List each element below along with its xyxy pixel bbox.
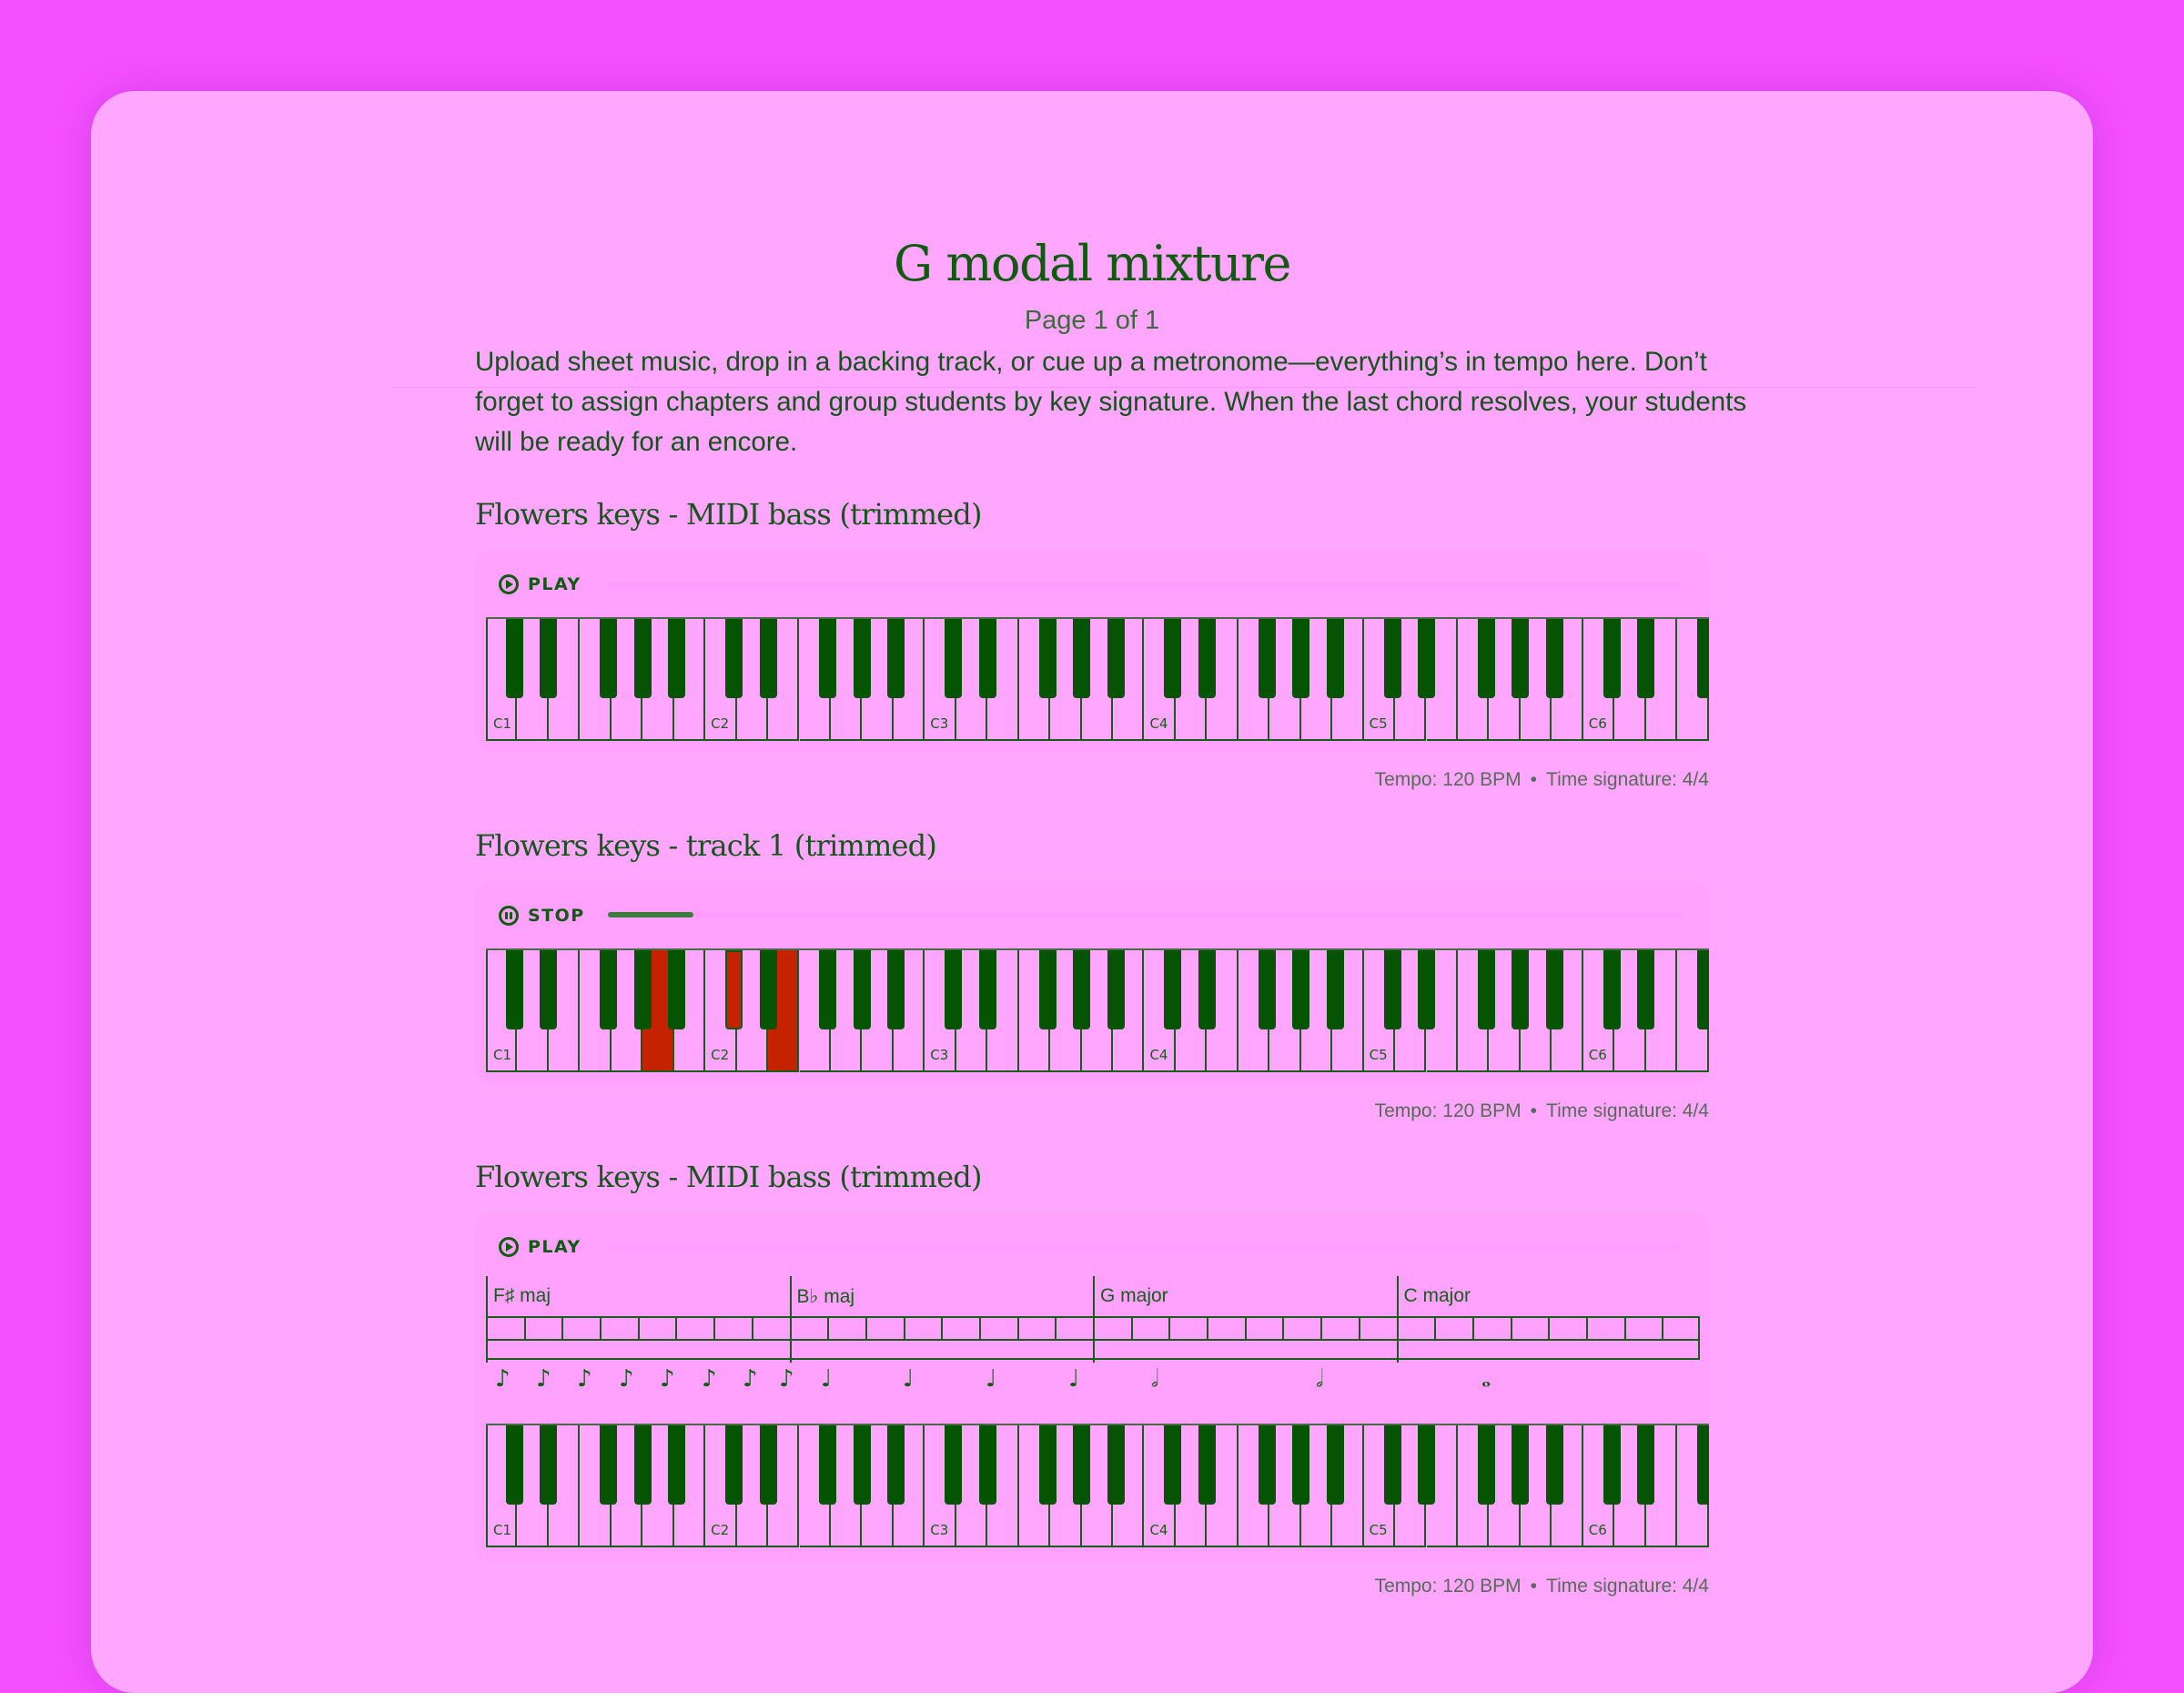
black-key-Cs2[interactable] bbox=[725, 950, 743, 1029]
black-key-As2[interactable] bbox=[887, 1425, 905, 1505]
black-key-Cs3[interactable] bbox=[945, 619, 962, 698]
stop-button[interactable] bbox=[499, 906, 585, 926]
octave-label: C6 bbox=[1589, 1522, 1607, 1538]
black-key-Cs6[interactable] bbox=[1603, 619, 1621, 698]
black-key-As3[interactable] bbox=[1107, 1425, 1125, 1505]
black-key-Fs4[interactable] bbox=[1259, 1425, 1276, 1505]
page-indicator: Page 1 of 1 bbox=[91, 306, 2093, 336]
black-key-Cs1[interactable] bbox=[506, 619, 523, 698]
black-key-Fs3[interactable] bbox=[1039, 950, 1057, 1029]
black-key-Cs1[interactable] bbox=[506, 950, 523, 1029]
octave-label: C5 bbox=[1370, 715, 1388, 732]
black-key-Gs1[interactable] bbox=[634, 1425, 652, 1505]
black-key-Gs5[interactable] bbox=[1512, 619, 1529, 698]
black-key-Ds2[interactable] bbox=[760, 619, 777, 698]
octave-label: C2 bbox=[711, 1047, 729, 1063]
page-title: G modal mixture bbox=[91, 235, 2093, 292]
black-key-Fs2[interactable] bbox=[819, 619, 836, 698]
black-key-Cs5[interactable] bbox=[1384, 950, 1401, 1029]
note-glyph: ♪ bbox=[495, 1365, 511, 1393]
octave-label: C2 bbox=[711, 1522, 729, 1538]
play-circle-icon bbox=[499, 1237, 519, 1257]
black-key-Fs5[interactable] bbox=[1478, 950, 1495, 1029]
black-key-Gs4[interactable] bbox=[1292, 619, 1309, 698]
play-label: PLAY bbox=[528, 1237, 581, 1257]
black-key-Fs6[interactable] bbox=[1697, 950, 1709, 1029]
chord-name: C major bbox=[1404, 1285, 1471, 1307]
black-key-Cs6[interactable] bbox=[1603, 950, 1621, 1029]
black-key-Fs5[interactable] bbox=[1478, 619, 1495, 698]
octave-label: C4 bbox=[1149, 1522, 1168, 1538]
note-glyph: ♩ bbox=[986, 1365, 996, 1393]
black-key-Fs4[interactable] bbox=[1259, 950, 1276, 1029]
note-glyph: ♪ bbox=[702, 1365, 717, 1393]
separator-dot: • bbox=[1531, 769, 1537, 790]
black-key-Fs2[interactable] bbox=[819, 1425, 836, 1505]
octave-label: C6 bbox=[1589, 715, 1607, 732]
black-key-Ds3[interactable] bbox=[979, 1425, 996, 1505]
black-key-Ds4[interactable] bbox=[1198, 619, 1216, 698]
black-key-As5[interactable] bbox=[1546, 1425, 1563, 1505]
progress-bar[interactable] bbox=[608, 583, 1682, 588]
track-title-3: Flowers keys - MIDI bass (trimmed) bbox=[475, 1160, 982, 1194]
octave-label: C4 bbox=[1149, 715, 1168, 732]
note-glyph: ♩ bbox=[903, 1365, 914, 1393]
black-key-Cs6[interactable] bbox=[1603, 1425, 1621, 1505]
black-key-Gs5[interactable] bbox=[1512, 950, 1529, 1029]
black-key-Ds3[interactable] bbox=[979, 619, 996, 698]
black-key-Ds5[interactable] bbox=[1418, 1425, 1435, 1505]
note-glyph: ♪ bbox=[743, 1365, 758, 1393]
black-key-Gs3[interactable] bbox=[1073, 619, 1090, 698]
tempo-label: Tempo: 120 BPM bbox=[1375, 769, 1522, 790]
black-key-Fs1[interactable] bbox=[600, 619, 617, 698]
note-glyph: 𝅗𝅥 bbox=[1316, 1365, 1323, 1394]
black-key-Gs2[interactable] bbox=[854, 1425, 871, 1505]
midi-player-3 bbox=[475, 1212, 1709, 1562]
black-key-Cs2[interactable] bbox=[725, 619, 743, 698]
track-meta-1 bbox=[1375, 769, 1709, 791]
pause-circle-icon bbox=[499, 906, 519, 926]
black-key-Gs1[interactable] bbox=[634, 950, 652, 1029]
chord-name: G major bbox=[1100, 1285, 1168, 1307]
octave-label: C5 bbox=[1370, 1047, 1388, 1063]
play-label: PLAY bbox=[528, 574, 581, 594]
black-key-Fs3[interactable] bbox=[1039, 1425, 1057, 1505]
note-glyph: 𝅝 bbox=[1481, 1365, 1491, 1394]
black-key-As4[interactable] bbox=[1327, 1425, 1344, 1505]
black-key-As3[interactable] bbox=[1107, 950, 1125, 1029]
black-key-Ds2[interactable] bbox=[760, 1425, 777, 1505]
separator-dot: • bbox=[1531, 1100, 1537, 1121]
black-key-Fs6[interactable] bbox=[1697, 1425, 1709, 1505]
time-signature-label: Time signature: 4/4 bbox=[1546, 1576, 1709, 1597]
chord-chart bbox=[486, 1276, 1700, 1363]
black-key-Ds1[interactable] bbox=[540, 1425, 557, 1505]
midi-player-2 bbox=[475, 881, 1709, 1083]
octave-label: C1 bbox=[493, 715, 511, 732]
black-key-Fs2[interactable] bbox=[819, 950, 836, 1029]
piano-keyboard[interactable] bbox=[486, 617, 1709, 744]
progress-bar[interactable] bbox=[608, 1245, 1682, 1251]
octave-label: C1 bbox=[493, 1522, 511, 1538]
black-key-Ds4[interactable] bbox=[1198, 1425, 1216, 1505]
progress-bar[interactable] bbox=[608, 912, 1682, 917]
progress-fill bbox=[608, 912, 693, 917]
note-glyph: ♪ bbox=[577, 1365, 592, 1393]
black-key-As3[interactable] bbox=[1107, 619, 1125, 698]
black-key-Gs2[interactable] bbox=[854, 619, 871, 698]
note-glyph: ♪ bbox=[619, 1365, 634, 1393]
black-key-Ds1[interactable] bbox=[540, 619, 557, 698]
note-glyph: ♪ bbox=[536, 1365, 551, 1393]
track-title-2: Flowers keys - track 1 (trimmed) bbox=[475, 828, 936, 863]
black-key-Ds5[interactable] bbox=[1418, 950, 1435, 1029]
black-key-Gs1[interactable] bbox=[634, 619, 652, 698]
beat-grid bbox=[486, 1316, 1700, 1360]
play-button[interactable] bbox=[499, 574, 581, 594]
black-key-Ds2[interactable] bbox=[760, 950, 777, 1029]
note-glyph: ♪ bbox=[779, 1365, 794, 1393]
play-button[interactable] bbox=[499, 1237, 581, 1257]
black-key-As4[interactable] bbox=[1327, 950, 1344, 1029]
black-key-Cs5[interactable] bbox=[1384, 619, 1401, 698]
octave-label: C3 bbox=[930, 715, 948, 732]
black-key-Cs4[interactable] bbox=[1164, 1425, 1181, 1505]
intro-text: Upload sheet music, drop in a backing track, or cue up a metronome—everything’s in tempo here. Don’t forget to assign chapters and group students by key signature. When the last chord resolves, your students will be ready for an encore. bbox=[475, 342, 1749, 462]
tempo-label: Tempo: 120 BPM bbox=[1375, 1100, 1522, 1121]
black-key-Fs1[interactable] bbox=[600, 950, 617, 1029]
black-key-Cs4[interactable] bbox=[1164, 950, 1181, 1029]
octave-label: C3 bbox=[930, 1522, 948, 1538]
black-key-As5[interactable] bbox=[1546, 950, 1563, 1029]
black-key-As2[interactable] bbox=[887, 619, 905, 698]
black-key-Gs5[interactable] bbox=[1512, 1425, 1529, 1505]
piano-keyboard[interactable] bbox=[486, 948, 1709, 1075]
octave-label: C6 bbox=[1589, 1047, 1607, 1063]
black-key-Fs6[interactable] bbox=[1697, 619, 1709, 698]
chord-name: B♭ maj bbox=[797, 1285, 855, 1308]
note-glyph: ♩ bbox=[821, 1365, 832, 1393]
play-circle-icon bbox=[499, 574, 519, 594]
midi-player-1 bbox=[475, 550, 1709, 752]
octave-label: C2 bbox=[711, 715, 729, 732]
separator-dot: • bbox=[1531, 1576, 1537, 1597]
black-key-Fs3[interactable] bbox=[1039, 619, 1057, 698]
black-key-As1[interactable] bbox=[668, 1425, 685, 1505]
black-key-Ds1[interactable] bbox=[540, 950, 557, 1029]
black-key-Ds4[interactable] bbox=[1198, 950, 1216, 1029]
time-signature-label: Time signature: 4/4 bbox=[1546, 1100, 1709, 1121]
tempo-label: Tempo: 120 BPM bbox=[1375, 1576, 1522, 1597]
black-key-Gs4[interactable] bbox=[1292, 950, 1309, 1029]
rhythm-notation bbox=[486, 1365, 1700, 1402]
octave-label: C5 bbox=[1370, 1522, 1388, 1538]
octave-label: C1 bbox=[493, 1047, 511, 1063]
black-key-As2[interactable] bbox=[887, 950, 905, 1029]
stop-label: STOP bbox=[528, 906, 585, 926]
player-controls bbox=[499, 1231, 581, 1263]
track-title-1: Flowers keys - MIDI bass (trimmed) bbox=[475, 497, 982, 532]
black-key-Ds3[interactable] bbox=[979, 950, 996, 1029]
black-key-Fs1[interactable] bbox=[600, 1425, 617, 1505]
octave-label: C4 bbox=[1149, 1047, 1168, 1063]
black-key-Gs4[interactable] bbox=[1292, 1425, 1309, 1505]
black-key-As1[interactable] bbox=[668, 619, 685, 698]
black-key-Ds6[interactable] bbox=[1637, 619, 1654, 698]
track-meta-3 bbox=[1375, 1576, 1709, 1597]
black-key-Ds6[interactable] bbox=[1637, 950, 1654, 1029]
black-key-As4[interactable] bbox=[1327, 619, 1344, 698]
player-controls bbox=[499, 899, 585, 932]
black-key-Fs5[interactable] bbox=[1478, 1425, 1495, 1505]
black-key-Cs1[interactable] bbox=[506, 1425, 523, 1505]
piano-keyboard[interactable] bbox=[486, 1424, 1709, 1550]
note-glyph: ♪ bbox=[660, 1365, 675, 1393]
black-key-Ds6[interactable] bbox=[1637, 1425, 1654, 1505]
black-key-Fs4[interactable] bbox=[1259, 619, 1276, 698]
chord-name: F♯ maj bbox=[493, 1285, 551, 1307]
black-key-Cs2[interactable] bbox=[725, 1425, 743, 1505]
black-key-Cs3[interactable] bbox=[945, 950, 962, 1029]
note-glyph: 𝅗𝅥 bbox=[1151, 1365, 1158, 1394]
track-meta-2 bbox=[1375, 1100, 1709, 1122]
black-key-As1[interactable] bbox=[668, 950, 685, 1029]
black-key-Gs3[interactable] bbox=[1073, 950, 1090, 1029]
player-controls bbox=[499, 568, 581, 601]
note-glyph: ♩ bbox=[1068, 1365, 1079, 1393]
time-signature-label: Time signature: 4/4 bbox=[1546, 769, 1709, 790]
black-key-Cs3[interactable] bbox=[945, 1425, 962, 1505]
black-key-Gs2[interactable] bbox=[854, 950, 871, 1029]
black-key-Ds5[interactable] bbox=[1418, 619, 1435, 698]
octave-label: C3 bbox=[930, 1047, 948, 1063]
black-key-Cs4[interactable] bbox=[1164, 619, 1181, 698]
black-key-Gs3[interactable] bbox=[1073, 1425, 1090, 1505]
black-key-As5[interactable] bbox=[1546, 619, 1563, 698]
black-key-Cs5[interactable] bbox=[1384, 1425, 1401, 1505]
